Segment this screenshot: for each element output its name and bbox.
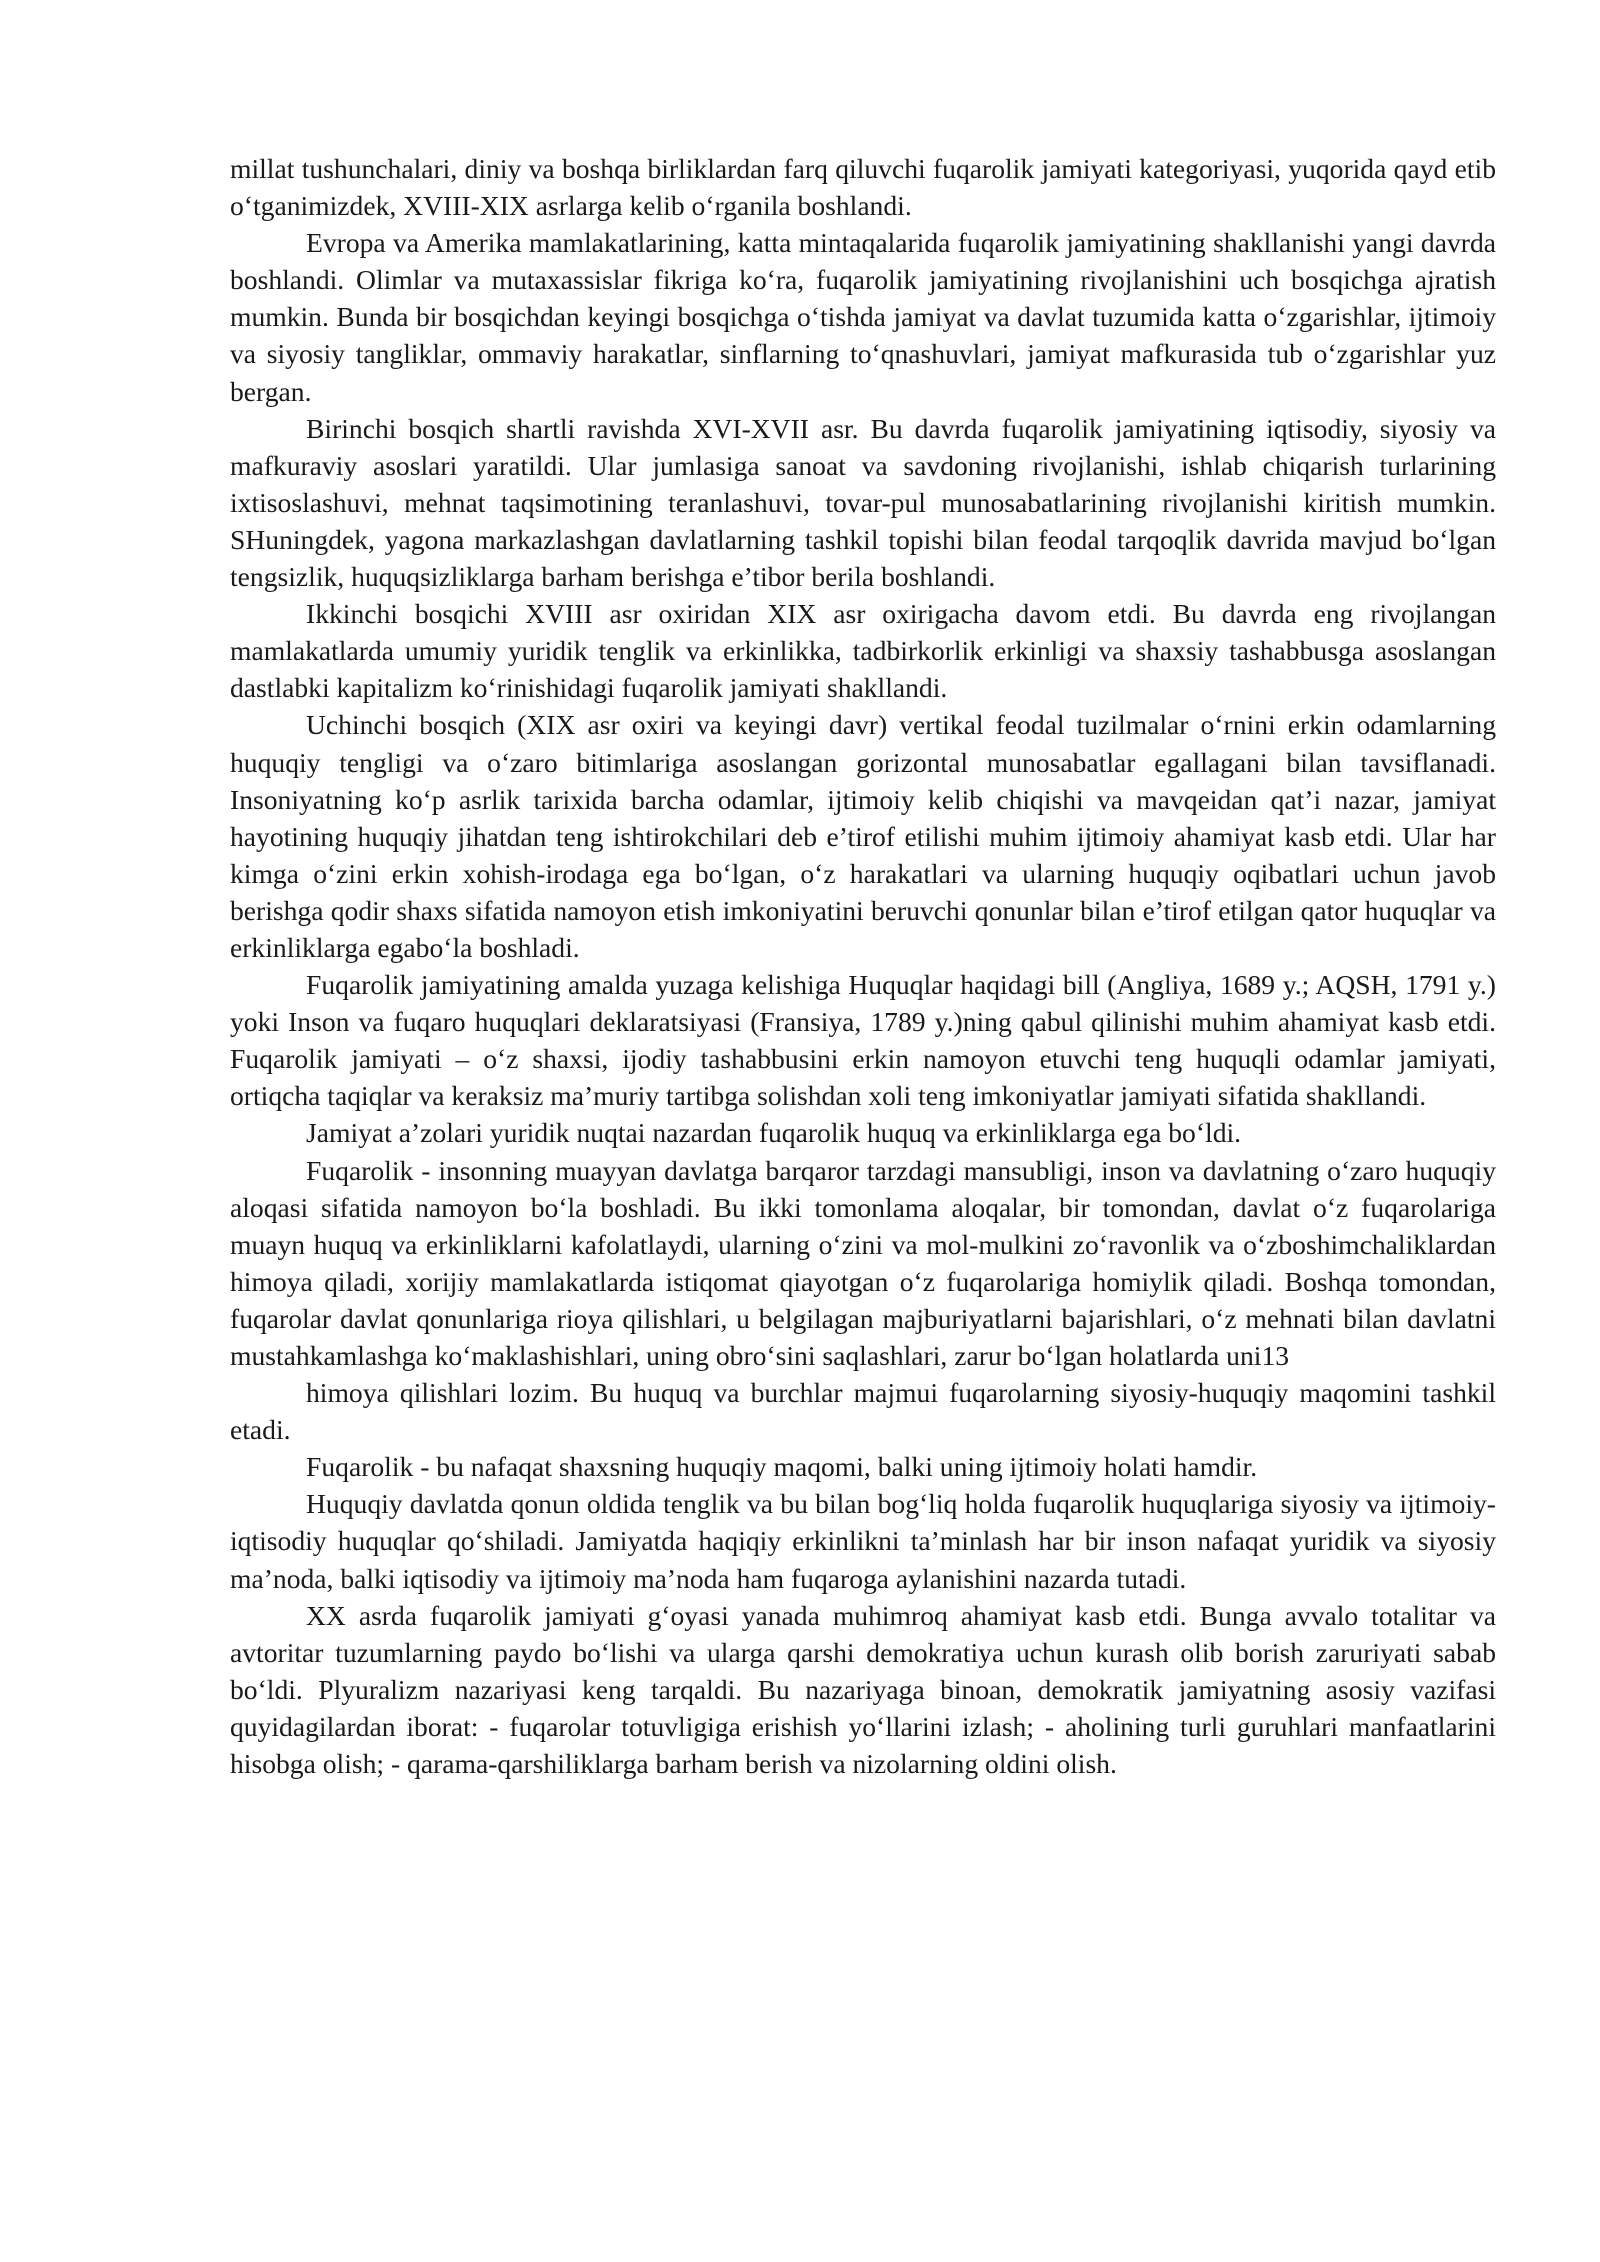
paragraph-6: Fuqarolik jamiyatining amalda yuzaga kelishiga Huquqlar haqidagi bill (Angliya, 1689 y.; AQSH, 1791 y.) yoki Inson va fuqaro huquqlari deklaratsiyasi (Fransiya, 1789 y.)ning qabul qilinishi muhim ahamiyat kasb etdi. Fuqarolik jamiyati – o‘z shaxsi, ijodiy tashabbusini erkin namoyon etuvchi teng huquqli odamlar jamiyati, ortiqcha taqiqlar va keraksiz ma’muriy tartibga solishdan xoli teng imkoniyatlar jamiyati sifatida shakllandi. [230,969,1496,1112]
paragraph-9: himoya qilishlari lozim. Bu huquq va burchlar majmui fuqarolarning siyosiy-huquqiy maqomini tashkil etadi. [230,1377,1496,1446]
paragraph-4: Ikkinchi bosqichi XVIII asr oxiridan XIX asr oxirigacha davom etdi. Bu davrda eng rivojlangan mamlakatlarda umumiy yuridik tenglik va erkinlikka, tadbirkorlik erkinligi va shaxsiy tashabbusga asoslangan dastlabki kapitalizm ko‘rinishidagi fuqarolik jamiyati shakllandi. [230,598,1496,704]
paragraph-11: Huquqiy davlatda qonun oldida tenglik va bu bilan bog‘liq holda fuqarolik huquqlariga siyosiy va ijtimoiy-iqtisodiy huquqlar qo‘shiladi. Jamiyatda haqiqiy erkinlikni ta’minlash har bir inson nafaqat yuridik va siyosiy ma’noda, balki iqtisodiy va ijtimoiy ma’noda ham fuqaroga aylanishini nazarda tutadi. [230,1488,1496,1594]
paragraph-8: Fuqarolik - insonning muayyan davlatga barqaror tarzdagi mansubligi, inson va davlatning o‘zaro huquqiy aloqasi sifatida namoyon bo‘la boshladi. Bu ikki tomonlama aloqalar, bir tomondan, davlat o‘z fuqarolariga muayn huquq va erkinliklarni kafolatlaydi, ularning o‘zini va mol-mulkini zo‘ravonlik va o‘zboshimchaliklardan himoya qiladi, xorijiy mamlakatlarda istiqomat qiayotgan o‘z fuqarolariga homiylik qiladi. Boshqa tomondan, fuqarolar davlat qonunlariga rioya qilishlari, u belgilagan majburiyatlarni bajarishlari, o‘z mehnati bilan davlatni mustahkamlashga ko‘maklashishlari, uning obro‘sini saqlashlari, zarur bo‘lgan holatlarda uni13 [230,1154,1496,1371]
paragraph-5: Uchinchi bosqich (XIX asr oxiri va keyingi davr) vertikal feodal tuzilmalar o‘rnini erkin odamlarning huquqiy tengligi va o‘zaro bitimlariga asoslangan gorizontal munosabatlar egallagani bilan tavsiflanadi. Insoniyatning ko‘p asrlik tarixida barcha odamlar, ijtimoiy kelib chiqishi va mavqeidan qat’i nazar, jamiyat hayotining huquqiy jihatdan teng ishtirokchilari deb e’tirof etilishi muhim ijtimoiy ahamiyat kasb etdi. Ular har kimga o‘zini erkin xohish-irodaga ega bo‘lgan, o‘z harakatlari va ularning huquqiy oqibatlari uchun javob berishga qodir shaxs sifatida namoyon etish imkoniyatini beruvchi qonunlar bilan e’tirof etilgan qator huquqlar va erkinliklarga egabo‘la boshladi. [230,709,1496,963]
paragraph-12: XX asrda fuqarolik jamiyati g‘oyasi yanada muhimroq ahamiyat kasb etdi. Bunga avvalo totalitar va avtoritar tuzumlarning paydo bo‘lishi va ularga qarshi demokratiya uchun kurash olib borish zaruriyati sabab bo‘ldi. Plyuralizm nazariyasi keng tarqaldi. Bu nazariyaga binoan, demokratik jamiyatning asosiy vazifasi quyidagilardan iborat: - fuqarolar totuvligiga erishish yo‘llarini izlash; - aholining turli guruhlari manfaatlarini hisobga olish; - qarama-qarshiliklarga barham berish va nizolarning oldini olish. [230,1599,1496,1780]
paragraph-2: Evropa va Amerika mamlakatlarining, katta mintaqalarida fuqarolik jamiyatining shakllanishi yangi davrda boshlandi. Olimlar va mutaxassislar fikriga ko‘ra, fuqarolik jamiyatining rivojlanishini uch bosqichga ajratish mumkin. Bunda bir bosqichdan keyingi bosqichga o‘tishda jamiyat va davlat tuzumida katta o‘zgarishlar, ijtimoiy va siyosiy tangliklar, ommaviy harakatlar, sinflarning to‘qnashuvlari, jamiyat mafkurasida tub o‘zgarishlar yuz bergan. [230,227,1496,407]
paragraph-3: Birinchi bosqich shartli ravishda XVI-XVII asr. Bu davrda fuqarolik jamiyatining iqtisodiy, siyosiy va mafkuraviy asoslari yaratildi. Ular jumlasiga sanoat va savdoning rivojlanishi, ishlab chiqarish turlarining ixtisoslashuvi, mehnat taqsimotining teranlashuvi, tovar-pul munosabatlarining rivojlanishi kiritish mumkin. SHuningdek, yagona markazlashgan davlatlarning tashkil topishi bilan feodal tarqoqlik davrida mavjud bo‘lgan tengsizlik, huquqsizliklarga barham berishga e’tibor berila boshlandi. [230,412,1496,593]
paragraph-7: Jamiyat a’zolari yuridik nuqtai nazardan fuqarolik huquq va erkinliklarga ega bo‘ldi. [306,1117,1242,1149]
paragraph-1: millat tushunchalari, diniy va boshqa birliklardan farq qiluvchi fuqarolik jamiyati kategoriyasi, yuqorida qayd etib o‘tganimizdek, XVIII-XIX asrlarga kelib o‘rganila boshlandi. [230,153,1496,222]
document-page [230,150,1496,1782]
paragraph-10: Fuqarolik - bu nafaqat shaxsning huquqiy maqomi, balki uning ijtimoiy holati hamdir. [306,1451,1258,1483]
